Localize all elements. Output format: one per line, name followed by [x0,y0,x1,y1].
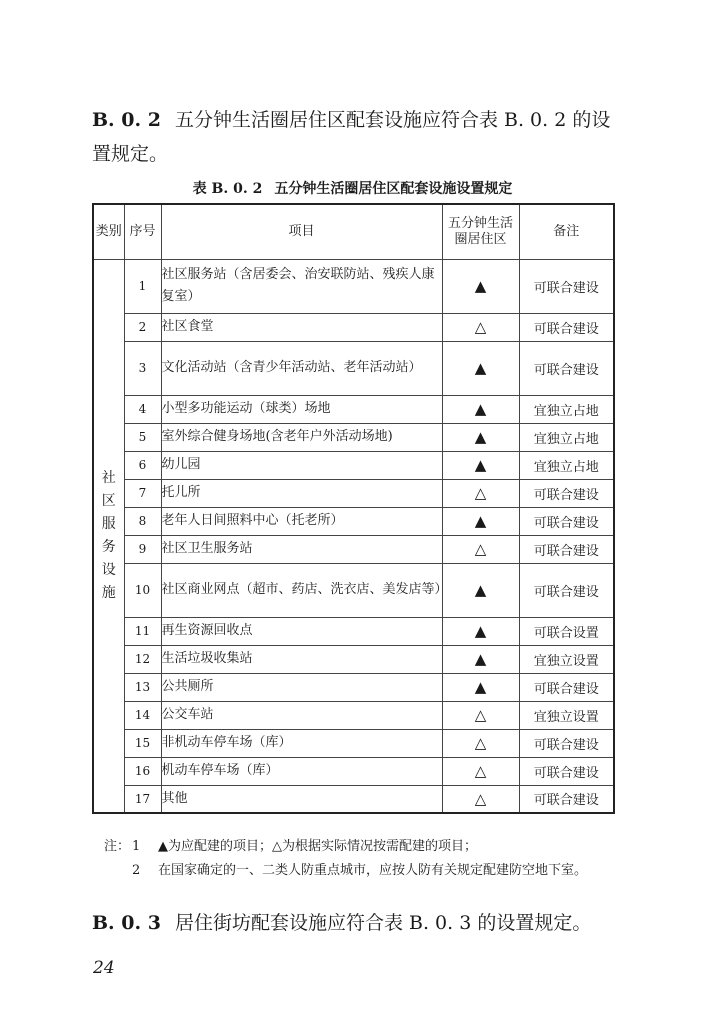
table-caption-title: 五分钟生活圈居住区配套设施设置规定 [274,181,513,197]
row-requirement: ▲ [442,507,519,535]
row-number: 8 [124,507,161,535]
row-requirement: ▲ [442,673,519,701]
row-requirement: △ [442,535,519,563]
row-requirement: ▲ [442,395,519,423]
row-item: 生活垃圾收集站 [161,645,442,673]
header-requirement: 五分钟生活圈居住区 [442,204,519,259]
table-row [93,341,614,395]
table-row [93,617,614,645]
row-number: 5 [124,423,161,451]
row-number: 11 [124,617,161,645]
row-number: 17 [124,785,161,813]
row-requirement: △ [442,313,519,341]
row-item: 社区商业网点（超市、药店、洗衣店、美发店等） [161,563,442,617]
row-note: 可联合建设 [519,259,614,313]
page-number: 24 [93,958,115,978]
row-requirement: ▲ [442,617,519,645]
note-item [104,835,614,859]
row-requirement: ▲ [442,259,519,313]
row-note: 可联合建设 [519,757,614,785]
row-item: 小型多功能运动（球类）场地 [161,395,442,423]
row-requirement: ▲ [442,645,519,673]
note-item [104,859,614,883]
row-item: 室外综合健身场地(含老年户外活动场地) [161,423,442,451]
row-number: 14 [124,701,161,729]
section-paragraph [92,103,622,171]
row-item: 社区卫生服务站 [161,535,442,563]
row-number: 15 [124,729,161,757]
row-item: 机动车停车场（库） [161,757,442,785]
row-number: 2 [124,313,161,341]
row-item: 幼儿园 [161,451,442,479]
row-item: 其他 [161,785,442,813]
row-requirement: △ [442,479,519,507]
row-number: 16 [124,757,161,785]
table-row [93,757,614,785]
row-item: 文化活动站（含青少年活动站、老年活动站） [161,341,442,395]
note-number: 1 [132,839,141,854]
table-body [93,259,614,813]
row-number: 6 [124,451,161,479]
notes-label: 注： [104,839,131,854]
header-note: 备注 [519,204,614,259]
table-row [93,479,614,507]
table-notes [104,835,614,883]
header-category: 类别 [93,204,124,259]
next-section-paragraph [92,906,622,940]
category-label: 社区服务设施 [101,469,116,601]
row-number: 4 [124,395,161,423]
row-requirement: △ [442,757,519,785]
row-note: 可联合建设 [519,535,614,563]
table-row [93,313,614,341]
next-section-number: B. 0. 3 [92,912,161,934]
section-number: B. 0. 2 [92,109,161,131]
table-header-row [93,204,614,259]
table-row [93,645,614,673]
table-caption-number: 表 B. 0. 2 [192,181,263,197]
table-row [93,729,614,757]
table-row [93,423,614,451]
row-item: 非机动车停车场（库） [161,729,442,757]
table-row [93,785,614,813]
row-note: 可联合建设 [519,729,614,757]
row-note: 可联合建设 [519,313,614,341]
row-number: 7 [124,479,161,507]
row-note: 可联合建设 [519,673,614,701]
header-item: 项目 [161,204,442,259]
row-note: 可联合设置 [519,617,614,645]
table-row [93,259,614,313]
row-number: 3 [124,341,161,395]
row-note: 可联合建设 [519,785,614,813]
note-text: 在国家确定的一、二类人防重点城市，应按人防有关规定配建防空地下室。 [158,863,588,878]
row-note: 宜独立占地 [519,451,614,479]
row-item: 托儿所 [161,479,442,507]
table-row [93,507,614,535]
row-item: 公交车站 [161,701,442,729]
section-text: 五分钟生活圈居住区配套设施应符合表 B. 0. 2 的设置规定。 [92,109,611,165]
row-requirement: ▲ [442,451,519,479]
row-note: 宜独立设置 [519,645,614,673]
row-number: 9 [124,535,161,563]
row-item: 社区服务站（含居委会、治安联防站、残疾人康复室） [161,259,442,313]
row-number: 1 [124,259,161,313]
row-requirement: △ [442,701,519,729]
table-row [93,395,614,423]
row-item: 公共厕所 [161,673,442,701]
table-caption [92,178,613,198]
table-row [93,563,614,617]
note-text: ▲为应配建的项目；△为根据实际情况按需配建的项目； [158,839,477,854]
row-requirement: △ [442,785,519,813]
row-note: 宜独立占地 [519,423,614,451]
row-note: 可联合建设 [519,479,614,507]
table-row [93,673,614,701]
row-note: 可联合建设 [519,507,614,535]
row-requirement: ▲ [442,563,519,617]
row-item: 再生资源回收点 [161,617,442,645]
header-number: 序号 [124,204,161,259]
row-number: 13 [124,673,161,701]
facility-table [92,203,615,814]
next-section-text: 居住街坊配套设施应符合表 B. 0. 3 的设置规定。 [174,912,592,934]
category-cell [93,259,124,813]
row-note: 可联合建设 [519,341,614,395]
row-number: 10 [124,563,161,617]
note-number: 2 [132,863,141,878]
table-row [93,701,614,729]
row-requirement: △ [442,729,519,757]
row-note: 宜独立占地 [519,395,614,423]
row-note: 可联合建设 [519,563,614,617]
row-item: 社区食堂 [161,313,442,341]
table-row [93,451,614,479]
row-number: 12 [124,645,161,673]
row-requirement: ▲ [442,341,519,395]
row-item: 老年人日间照料中心（托老所） [161,507,442,535]
row-requirement: ▲ [442,423,519,451]
table-row [93,535,614,563]
row-note: 宜独立设置 [519,701,614,729]
